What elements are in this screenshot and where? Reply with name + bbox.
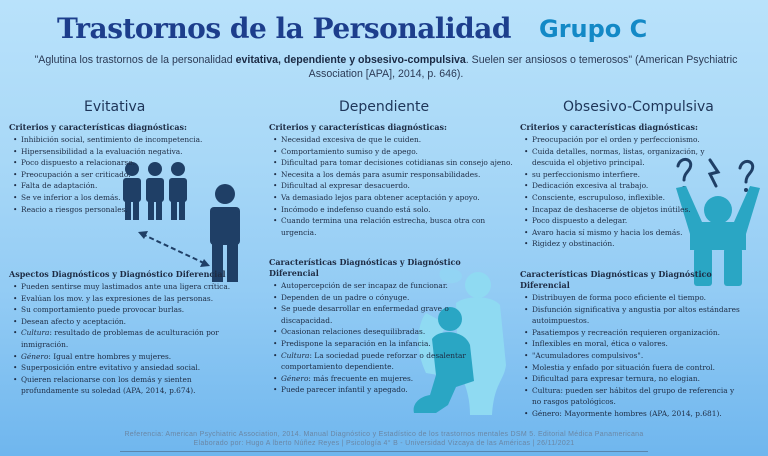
dependiente-aspect-item [281,280,469,292]
item-label: Cultura [21,328,50,338]
dependiente-aspect-item [281,350,469,373]
item-text: : La sociedad puede reforzar o desalentar comportamiento dependiente. [281,350,466,372]
item-label: Género [21,351,49,361]
evitativa-criteria-item: • Preocupación a ser criticado. [21,169,259,181]
item-text: Dificultad para expresar ternura, no elogian. [532,374,701,384]
item-text: Género: Mayormente hombres (APA, 2014, p.681). [532,408,722,418]
evitativa-criteria-list [9,134,259,215]
intro-text-bold: evitativa, dependiente y obsesivo-compulsiva [235,54,466,66]
obsesivo-criteria-item: • su perfeccionismo interfiere. [532,169,725,181]
evitativa-aspect-item [21,374,237,397]
item-text: Dependen de un padre o cónyuge. [281,292,410,302]
dependiente-criteria-item: • Necesita a los demás para asumir responsabilidades. [281,169,519,181]
dependiente-criteria-item: • Dificultad para tomar decisiones cotidianas sin consejo ajeno. [281,157,519,169]
obsesivo-criteria [520,122,725,250]
evitativa-aspect-item [21,316,237,328]
reference-text: Referencia: American Psychiatric Association, 2014. Manual Diagnóstico y Estadístico de los trastornos mentales DSM 5. Editorial Médica Panamericana [124,431,644,438]
dependiente-criteria-item: • Necesidad excesiva de que le cuiden. [281,134,519,146]
item-label: Cultura [281,350,310,360]
item-text: Su comportamiento puede provocar burlas. [21,305,185,315]
dependiente-criteria-item: • Dificultad al expresar desacuerdo. [281,180,519,192]
item-text: : Igual entre hombres y mujeres. [48,351,172,361]
intro-text-start: "Aglutina los trastornos de la personalidad [34,54,236,66]
evitativa-aspect-item [21,304,237,316]
dependiente-criteria-item: • Va demasiado lejos para obtener aceptación y apoyo. [281,192,519,204]
evitativa-aspect-item [21,351,237,363]
evitativa-criteria-item: • Poco dispuesto a relacionarse. [21,157,259,169]
evitativa-criteria [9,122,259,215]
item-text: Distribuyen de forma poco eficiente el tiempo. [532,293,706,302]
evitativa-criteria-heading: Criterios y características diagnósticas: [9,122,187,132]
dependiente-aspect-item [281,384,469,396]
dependiente-aspect-item [281,303,469,326]
group-label: Grupo C [539,15,648,43]
dependiente-aspect-item [281,292,469,304]
obsesivo-aspect-item [532,350,745,362]
evitativa-aspects [9,269,237,397]
item-text: Superposición entre evitativo y ansiedad social. [21,363,201,373]
obsesivo-aspect-item [532,385,745,408]
footer-divider [120,451,648,452]
item-text: : más frecuente en mujeres. [308,373,414,383]
intro-quote [24,53,748,81]
evitativa-criteria-item: • Falta de adaptación. [21,180,259,192]
page-title: Trastornos de la Personalidad [57,12,511,45]
item-text: "Acumuladores compulsivos". [532,350,644,360]
column-title-dependiente: Dependiente [339,99,430,115]
obsesivo-aspect-item [532,304,745,327]
dependiente-aspect-item [281,326,469,338]
item-text: Evalúan los mov. y las expresiones de las personas. [21,293,214,303]
dependiente-criteria-list [269,134,519,238]
obsesivo-criteria-heading: Criterios y características diagnósticas: [520,122,698,132]
item-text: : resultado de problemas de aculturación por inmigración. [21,328,219,349]
dependiente-aspect-item [281,373,469,385]
obsesivo-aspect-item [532,408,745,420]
obsesivo-aspect-item [532,292,745,304]
dependiente-aspect-list [269,280,469,396]
dependiente-aspects [269,257,469,396]
evitativa-criteria-item: • Se ve inferior a los demás. [21,192,259,204]
obsesivo-aspect-item [532,327,745,339]
dependiente-criteria-item: • Cuando termina una relación estrecha, busca otra con urgencia. [281,215,519,238]
obsesivo-criteria-list [520,134,725,250]
column-title-obsesivo: Obsesivo-Compulsiva [563,99,714,115]
obsesivo-criteria-item: • Cuida detalles, normas, listas, organización, y descuida el objetivo principal. [532,146,725,169]
dependiente-criteria-item: • Comportamiento sumiso y de apego. [281,146,519,158]
evitativa-aspect-item [21,362,237,374]
item-text: Puede parecer infantil y apegado. [281,385,408,395]
obsesivo-criteria-item: • Poco dispuesto a delegar. [532,215,725,227]
intro-text-end: . Suelen ser ansiosos o temerosos" (American Psychiatric Association [APA], 2014, p. 646). [308,54,738,80]
item-text: Se puede desarrollar en enfermedad grave o discapacidad. [281,304,449,325]
obsesivo-criteria-item: • Avaro hacia sí mismo y hacia los demás. [532,227,725,239]
item-label: Género [281,373,309,383]
obsesivo-criteria-item: • Preocupación por el orden y perfeccionismo. [532,134,725,146]
item-text: Desean afecto y aceptación. [21,316,127,326]
item-text: Predispone la separación en la infancia. [281,338,431,348]
obsesivo-criteria-item: • Rigidez y obstinación. [532,238,725,250]
obsesivo-aspect-list [520,292,745,420]
evitativa-aspects-heading: Aspectos Diagnósticos y Diagnóstico Diferencial [9,269,226,279]
column-title-evitativa: Evitativa [84,99,146,115]
obsesivo-criteria-item: • Dedicación excesiva al trabajo. [532,180,725,192]
evitativa-aspect-item [21,327,237,350]
item-text: Inflexibles en moral, ética o valores. [532,339,668,349]
author-text: Elaborado por: Hugo A lberto Núñez Reyes | Psicología 4° B - Universidad Vizcaya de las Américas | 26/11/2021 [193,440,575,447]
dependiente-aspect-item [281,338,469,350]
dependiente-criteria [269,122,519,238]
item-text: Disfunción significativa y angustia por altos estándares autoimpuestos. [532,304,740,326]
evitativa-aspect-item [21,281,237,293]
evitativa-aspect-item [21,293,237,305]
item-text: Pueden sentirse muy lastimados ante una ligera crítica. [21,282,231,291]
obsesivo-criteria-item: • Consciente, escrupuloso, inflexible. [532,192,725,204]
item-text: Pasatiempos y recreación requieren organización. [532,327,720,337]
obsesivo-aspects-heading: Características Diagnósticas y Diagnóstico Diferencial [520,269,712,290]
dependiente-criteria-item: • Incómodo e indefenso cuando está solo. [281,204,519,216]
evitativa-criteria-item: • Inhibición social, sentimiento de incompetencia. [21,134,259,146]
item-text: Molestia y enfado por situación fuera de control. [532,362,716,372]
obsesivo-aspect-item [532,373,745,385]
item-text: Ocasionan relaciones desequilibradas. [281,327,426,337]
item-text: Quieren relacionarse con los demás y sienten profundamente su soledad (APA, 2014, p.674). [21,374,196,396]
evitativa-criteria-item: • Hipersensibilidad a la evaluación negativa. [21,146,259,158]
evitativa-aspect-list [9,281,237,397]
dependiente-aspects-heading: Características Diagnósticas y Diagnóstico Diferencial [269,257,461,278]
obsesivo-criteria-item: • Incapaz de deshacerse de objetos inútiles. [532,204,725,216]
dependiente-criteria-heading: Criterios y características diagnósticas: [269,122,447,132]
obsesivo-aspect-item [532,338,745,350]
item-text: Cultura: pueden ser hábitos del grupo de referencia y no rasgos patológicos. [532,385,735,407]
obsesivo-aspect-item [532,362,745,374]
item-text: Autopercepción de ser incapaz de funcionar. [281,281,448,290]
obsesivo-aspects [520,269,745,420]
evitativa-criteria-item: • Reacio a riesgos personales. [21,204,259,216]
